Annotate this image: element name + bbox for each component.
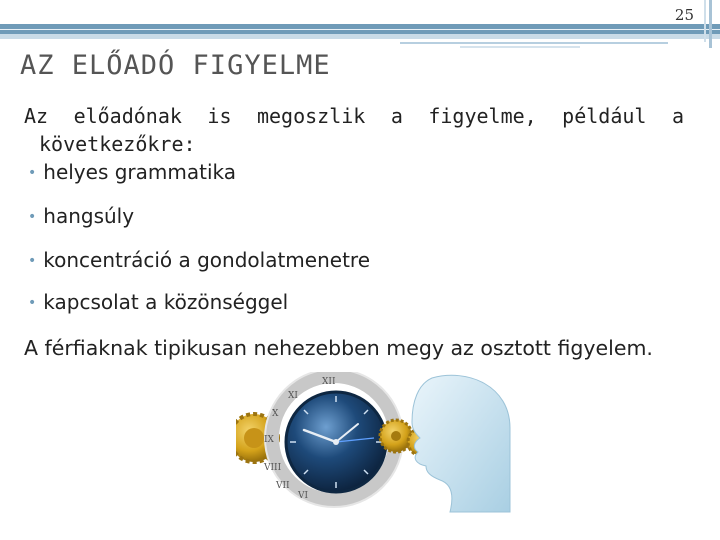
clock-numeral: VIII	[264, 463, 282, 473]
head-icon	[412, 375, 510, 512]
clock-numeral: VI	[298, 491, 309, 501]
bullet-item	[28, 248, 370, 272]
bullet-item	[28, 290, 288, 314]
clock-numeral: IX	[264, 435, 274, 445]
header-bar-shadow	[0, 34, 720, 39]
clock-icon	[286, 392, 386, 492]
clock-numeral: VII	[276, 481, 290, 491]
intro-paragraph	[24, 102, 684, 158]
header-bar-highlight	[0, 29, 720, 30]
bullet-icon: •	[28, 253, 37, 269]
bullet-text: hangsúly	[43, 204, 135, 228]
bullet-item	[28, 160, 236, 184]
corner-stripe	[709, 0, 712, 48]
intro-word: is	[207, 104, 232, 128]
note-text: A férfiaknak tipikusan nehezebben megy az osztott figyelem.	[24, 336, 653, 360]
clock-numeral: XI	[288, 391, 298, 401]
corner-decoration	[692, 0, 720, 48]
attention-illustration	[236, 372, 512, 516]
bullet-text: helyes grammatika	[43, 160, 236, 184]
intro-line: következőkre:	[39, 132, 196, 156]
bullet-icon: •	[28, 165, 37, 181]
gear-icon	[380, 420, 412, 452]
intro-line	[24, 102, 684, 130]
title-rule	[400, 42, 668, 44]
clock-numeral: X	[272, 409, 279, 419]
intro-word: előadónak	[73, 104, 182, 128]
corner-stripe	[704, 0, 706, 42]
slide-number: 25	[674, 6, 694, 24]
intro-word: Az	[24, 104, 49, 128]
bullet-text: kapcsolat a közönséggel	[43, 290, 289, 314]
bullet-icon: •	[28, 295, 37, 311]
intro-word: például	[562, 104, 647, 128]
intro-word: megoszlik	[256, 104, 366, 128]
clock-numeral: XII	[322, 377, 336, 387]
bullet-item	[28, 204, 134, 228]
intro-word: a	[390, 104, 403, 128]
title-rule	[460, 46, 580, 48]
bullet-icon: •	[28, 209, 37, 225]
intro-word: figyelme,	[428, 104, 537, 128]
slide-title: AZ ELŐADÓ FIGYELME	[20, 50, 331, 81]
intro-word: a	[671, 104, 684, 128]
bullet-text: koncentráció a gondolatmenetre	[43, 248, 370, 272]
